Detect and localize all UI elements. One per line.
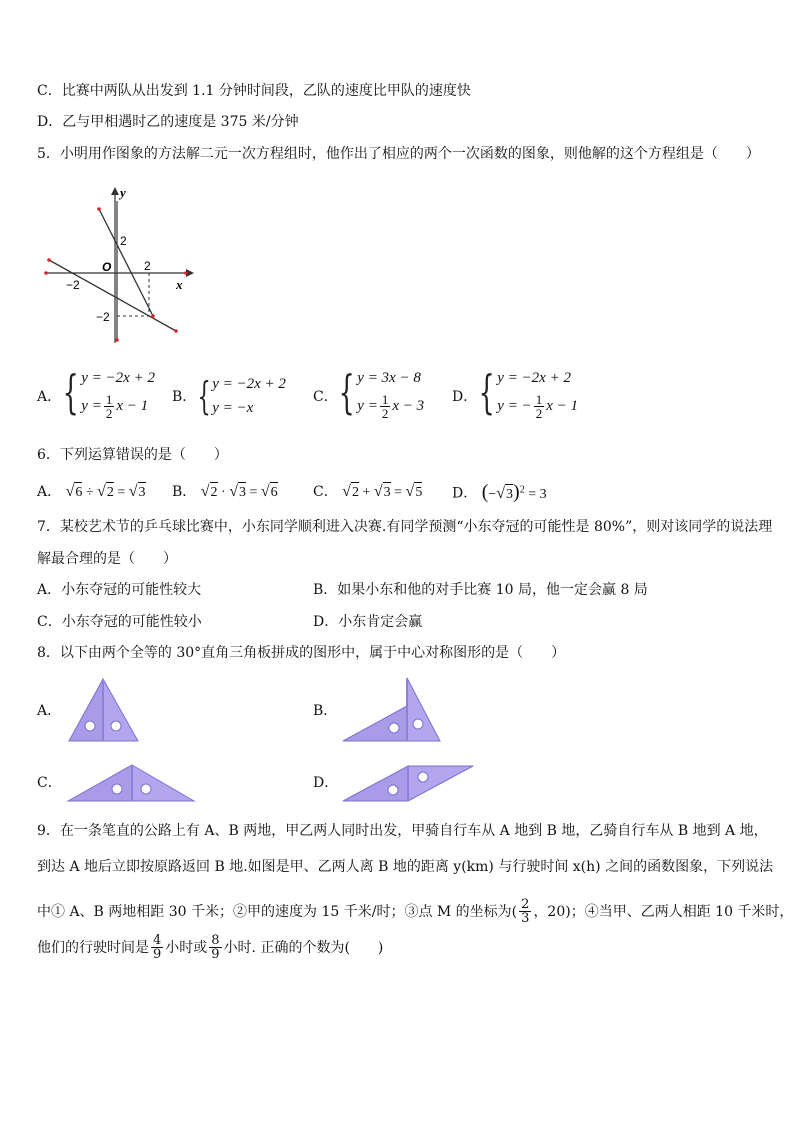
q6-option-d-label: D． bbox=[452, 485, 478, 502]
q4-option-d: D．乙与甲相遇时乙的速度是 375 米/分钟 bbox=[37, 114, 299, 130]
q7-stem-line2: 解最合理的是（ ） bbox=[37, 551, 177, 567]
q5-option-a-label: A． bbox=[37, 389, 62, 405]
q8-option-b-label: B． bbox=[313, 703, 338, 719]
q5-a-row1: y = −2x + 2 bbox=[81, 369, 155, 386]
q6-option-a-label: A． bbox=[37, 484, 62, 500]
q6-stem: 6．下列运算错误的是（ ） bbox=[37, 447, 228, 463]
q5-option-c-system: { y = 3x − 8 y = $\frac{1}{2}$ x − 3 bbox=[338, 365, 425, 421]
q8-option-c-label: C． bbox=[37, 775, 62, 791]
q9-line2: 到达 A 地后立即按原路返回 B 地.如图是甲、乙两人离 B 地的距离 y(km) 与行驶时间 x(h) 之间的函数图象，下列说法 bbox=[37, 859, 774, 875]
tick-y-neg2: −2 bbox=[96, 310, 110, 324]
q5-option-b-label: B． bbox=[172, 389, 197, 405]
q5-option-a-system: { y = −2x + 2 y = $\frac{1}{2}$ x − 1 bbox=[62, 365, 155, 421]
tick-x-2: 2 bbox=[144, 259, 151, 273]
q9-line3: 中① A、B 两地相距 30 千米；②甲的速度为 15 千米/时；③点 M 的坐标为( $\frac{2}{3}$ ，20)；④当甲、乙两人相距 10 千米时， bbox=[37, 897, 793, 926]
tick-y-2: 2 bbox=[120, 234, 127, 248]
q6-option-a-expr: √6 ÷ √2 = √3 bbox=[66, 485, 146, 500]
q5-b-row2: y = −x bbox=[212, 399, 254, 416]
q6-option-d-expr: $(-√3)^2 = 3$ bbox=[481, 480, 547, 503]
q6-option-b-expr: √2 · √3 = √6 bbox=[201, 485, 278, 500]
origin-label: O bbox=[102, 260, 112, 274]
q6-option-c-label: C． bbox=[313, 484, 338, 500]
q9-line4: 他们的行驶时间是 $\frac{4}{9}$ 小时或 $\frac{8}{9}$ 小时. 正确的个数为( ) bbox=[37, 933, 384, 962]
q5-c-row1: y = 3x − 8 bbox=[357, 369, 421, 386]
q8-option-a-figure bbox=[66, 676, 142, 744]
q7-option-a: A．小东夺冠的可能性较大 bbox=[37, 582, 202, 598]
q8-option-a-label: A． bbox=[37, 703, 62, 719]
q8-option-d-label: D． bbox=[313, 775, 339, 791]
shallow-line bbox=[49, 260, 176, 331]
q8-option-b-figure bbox=[341, 676, 443, 744]
q7-option-c: C．小东夺冠的可能性较小 bbox=[37, 614, 202, 630]
q5-b-row1: y = −2x + 2 bbox=[212, 375, 286, 392]
q4-option-c: C．比赛中两队从出发到 1.1 分钟时间段，乙队的速度比甲队的速度快 bbox=[37, 83, 471, 99]
q7-option-b: B．如果小东和他的对手比赛 10 局，他一定会赢 8 局 bbox=[313, 582, 648, 598]
q6-option-b-label: B． bbox=[172, 484, 197, 500]
q7-option-d: D．小东肯定会赢 bbox=[313, 614, 423, 630]
q5-d-row1: y = −2x + 2 bbox=[497, 369, 571, 386]
tick-x-neg2: −2 bbox=[66, 278, 80, 292]
q8-option-d-figure bbox=[341, 762, 475, 804]
q6-option-c-expr: √2 + √3 = √5 bbox=[342, 485, 422, 500]
q5-option-c-label: C． bbox=[313, 389, 338, 405]
q9-line1: 9．在一条笔直的公路上有 A、B 两地，甲乙两人同时出发，甲骑自行车从 A 地到 B 地，乙骑自行车从 B 地到 A 地， bbox=[37, 823, 768, 839]
y-axis-label: y bbox=[120, 185, 126, 200]
q5-option-d-system: { y = −2x + 2 y = − $\frac{1}{2}$ x − 1 bbox=[478, 365, 578, 421]
x-axis-label: x bbox=[176, 277, 183, 292]
q5-stem: 5．小明用作图象的方法解二元一次方程组时，他作出了相应的两个一次函数的图象，则他解的这个方程组是（ ） bbox=[37, 146, 760, 162]
y-axis-arrow-icon bbox=[111, 187, 119, 195]
q5-option-d-label: D． bbox=[452, 389, 478, 405]
q5-option-b-system: { y = −2x + 2 y = −x bbox=[197, 374, 286, 418]
q5-graph bbox=[40, 183, 200, 348]
q7-stem-line1: 7．某校艺术节的乒乓球比赛中，小东同学顺利进入决赛.有同学预测“小东夺冠的可能性是 80%”，则对该同学的说法理 bbox=[37, 519, 773, 535]
q8-stem: 8．以下由两个全等的 30°直角三角板拼成的图形中，属于中心对称图形的是（ ） bbox=[37, 645, 566, 661]
q8-option-c-figure bbox=[66, 762, 196, 804]
